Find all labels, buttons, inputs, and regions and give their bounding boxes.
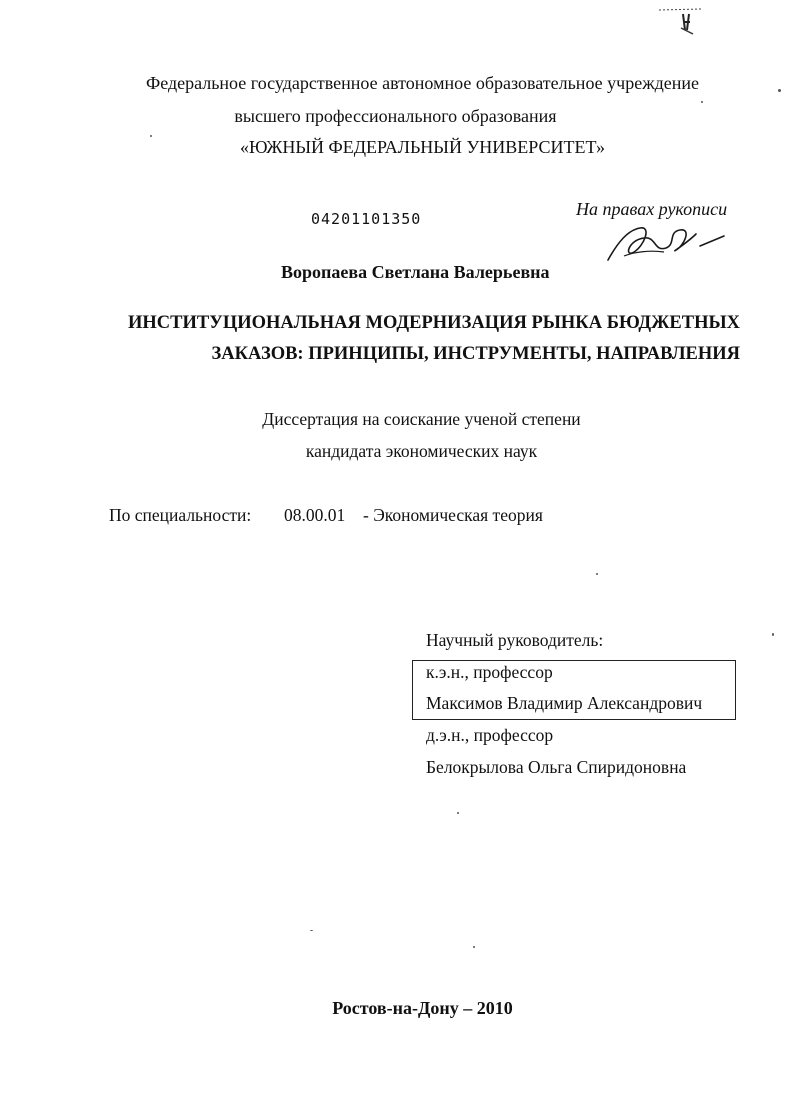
scan-speck (701, 101, 703, 103)
manuscript-note: На правах рукописи (576, 199, 728, 219)
inventory-number: 04201101350 (311, 210, 422, 228)
city-year: Ростов-на-Дону – 2010 (332, 998, 513, 1018)
specialty-name: - Экономическая теория (363, 505, 543, 525)
scan-speck (596, 573, 598, 575)
degree-line-1: Диссертация на соискание ученой степени (262, 409, 581, 429)
advisor-2-degree: д.э.н., профессор (426, 725, 554, 745)
scan-speck (150, 135, 152, 137)
degree-line-2: кандидата экономических наук (305, 441, 538, 461)
scan-speck (772, 633, 774, 636)
dissertation-title-line-2: ЗАКАЗОВ: ПРИНЦИПЫ, ИНСТРУМЕНТЫ, НАПРАВЛЕНИЯ (211, 344, 740, 364)
author-signature (604, 212, 728, 266)
organization-line-1: Федеральное государственное автономное образовательное учреждение (145, 73, 700, 93)
advisor-1-degree: к.э.н., профессор (426, 662, 553, 682)
specialty-code: 08.00.01 (284, 505, 346, 525)
advisor-2-name: Белокрылова Ольга Спиридоновна (426, 757, 687, 777)
scan-speck (310, 930, 313, 931)
scan-speck (778, 89, 781, 92)
dissertation-title-line-1: ИНСТИТУЦИОНАЛЬНАЯ МОДЕРНИЗАЦИЯ РЫНКА БЮДЖЕТНЫХ (128, 313, 740, 333)
advisor-heading: Научный руководитель: (426, 630, 604, 650)
author-name: Воропаева Светлана Валерьевна (281, 262, 550, 282)
library-stamp-mark (655, 4, 705, 38)
organization-line-2: высшего профессионального образования (234, 106, 557, 126)
scan-speck (473, 946, 475, 948)
scan-speck (457, 812, 459, 814)
specialty-label: По специальности: (109, 505, 252, 525)
advisor-1-name: Максимов Владимир Александрович (426, 693, 703, 713)
university-name: «ЮЖНЫЙ ФЕДЕРАЛЬНЫЙ УНИВЕРСИТЕТ» (239, 137, 605, 157)
